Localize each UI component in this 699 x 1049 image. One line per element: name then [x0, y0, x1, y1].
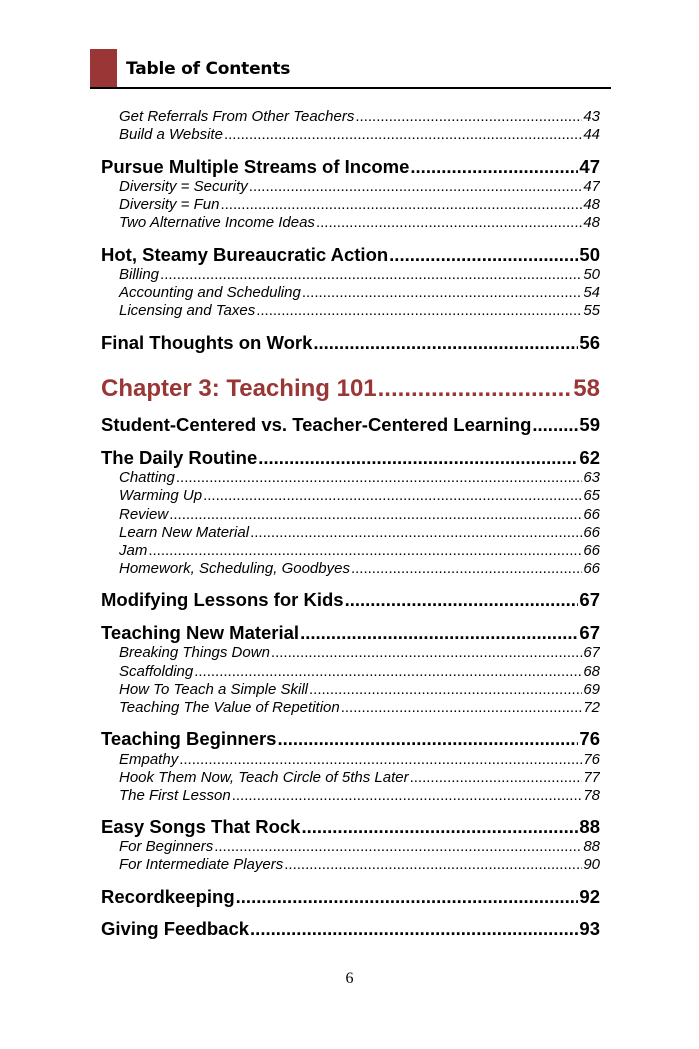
dot-leader — [277, 728, 578, 750]
dot-leader — [214, 838, 582, 856]
toc-subentry[interactable] — [101, 524, 600, 542]
toc-entry-page: 59 — [579, 414, 600, 435]
toc-subentry[interactable] — [101, 681, 600, 699]
toc-entry-page: 76 — [583, 751, 600, 768]
toc-subentry[interactable] — [101, 838, 600, 856]
toc-entry-page: 47 — [583, 178, 600, 195]
toc-subentry[interactable] — [101, 751, 600, 769]
toc-entry-title: Recordkeeping — [101, 886, 235, 907]
dot-leader — [176, 469, 582, 487]
toc-entry-page: 92 — [579, 886, 600, 907]
dot-leader — [160, 266, 582, 284]
toc-entry-title: Scaffolding — [119, 663, 194, 680]
toc-section[interactable] — [101, 622, 600, 644]
toc-section[interactable] — [101, 414, 600, 436]
toc-subentry[interactable] — [101, 506, 600, 524]
toc-subentry[interactable] — [101, 699, 600, 717]
toc-subentry[interactable] — [101, 769, 600, 787]
toc-subentry[interactable] — [101, 787, 600, 805]
toc-subentry[interactable] — [101, 560, 600, 578]
toc-entry-page: 56 — [579, 332, 600, 353]
toc-entry-page: 72 — [583, 699, 600, 716]
dot-leader — [256, 302, 582, 320]
toc-entry-title: For Intermediate Players — [119, 856, 284, 873]
toc-entry-page: 65 — [583, 487, 600, 504]
toc-entry-page: 76 — [579, 728, 600, 749]
toc-entry-page: 69 — [583, 681, 600, 698]
toc-subentry[interactable] — [101, 196, 600, 214]
dot-leader — [232, 787, 583, 805]
toc-entry-page: 63 — [583, 469, 600, 486]
page-header — [90, 49, 611, 89]
toc-entry-title: Student-Centered vs. Teacher-Centered Learning — [101, 414, 532, 435]
toc-subentry[interactable] — [101, 284, 600, 302]
page-title: Table of Contents — [126, 59, 291, 79]
toc-entry-title: Homework, Scheduling, Goodbyes — [119, 560, 350, 577]
toc-entry-title: Hook Them Now, Teach Circle of 5ths Later — [119, 769, 409, 786]
toc-section[interactable] — [101, 886, 600, 908]
dot-leader — [284, 856, 582, 874]
toc-subentry[interactable] — [101, 856, 600, 874]
toc-entry-title: Easy Songs That Rock — [101, 816, 301, 837]
dot-leader — [224, 126, 582, 144]
toc-section[interactable] — [101, 156, 600, 178]
dot-leader — [309, 681, 582, 699]
toc-subentry[interactable] — [101, 266, 600, 284]
toc-entry-title: Accounting and Scheduling — [119, 284, 301, 301]
dot-leader — [351, 560, 582, 578]
toc-subentry[interactable] — [101, 178, 600, 196]
toc-entry-page: 66 — [583, 506, 600, 523]
dot-leader — [300, 622, 578, 644]
header-accent-bar — [90, 49, 117, 89]
dot-leader — [220, 196, 582, 214]
toc-entry-page: 90 — [583, 856, 600, 873]
toc-entry-page: 67 — [579, 622, 600, 643]
toc-entry-title: For Beginners — [119, 838, 214, 855]
dot-leader — [258, 447, 578, 469]
dot-leader — [378, 374, 573, 404]
toc-entry-title: Modifying Lessons for Kids — [101, 589, 344, 610]
toc-subentry[interactable] — [101, 469, 600, 487]
toc-entry-page: 93 — [579, 918, 600, 939]
dot-leader — [355, 108, 582, 126]
toc-subentry[interactable] — [101, 108, 600, 126]
toc-subentry[interactable] — [101, 663, 600, 681]
toc-entry-page: 43 — [583, 108, 600, 125]
toc-entry-page: 62 — [579, 447, 600, 468]
toc-entry-title: The Daily Routine — [101, 447, 258, 468]
toc-entry-page: 55 — [583, 302, 600, 319]
dot-leader — [179, 751, 582, 769]
toc-entry-title: Chatting — [119, 469, 175, 486]
toc-entry-title: Empathy — [119, 751, 179, 768]
dot-leader — [271, 644, 582, 662]
toc-entry-page: 66 — [583, 560, 600, 577]
toc-subentry[interactable] — [101, 214, 600, 232]
dot-leader — [410, 156, 578, 178]
toc-entry-title: How To Teach a Simple Skill — [119, 681, 308, 698]
toc-section[interactable] — [101, 332, 600, 354]
toc-entry-title: Breaking Things Down — [119, 644, 270, 661]
toc-entry-title: Diversity = Security — [119, 178, 248, 195]
dot-leader — [301, 816, 578, 838]
dot-leader — [250, 524, 582, 542]
toc-entry-title: Licensing and Taxes — [119, 302, 256, 319]
toc-entry-page: 77 — [583, 769, 600, 786]
toc-entry-title: Teaching The Value of Repetition — [119, 699, 340, 716]
dot-leader — [250, 918, 578, 940]
dot-leader — [410, 769, 583, 787]
dot-leader — [532, 414, 578, 436]
header-rule — [90, 87, 611, 89]
toc-entry-title: Build a Website — [119, 126, 223, 143]
toc-entry-title: Get Referrals From Other Teachers — [119, 108, 355, 125]
toc-section[interactable] — [101, 918, 600, 940]
dot-leader — [169, 506, 582, 524]
toc-section[interactable] — [101, 816, 600, 838]
toc-chapter[interactable] — [101, 374, 600, 404]
toc-entry-page: 67 — [583, 644, 600, 661]
toc-section[interactable] — [101, 728, 600, 750]
toc-section[interactable] — [101, 244, 600, 266]
dot-leader — [302, 284, 583, 302]
toc-entry-page: 50 — [583, 266, 600, 283]
toc-entry-page: 67 — [579, 589, 600, 610]
toc-entry-title: Teaching Beginners — [101, 728, 277, 749]
toc-entry-title: Warming Up — [119, 487, 203, 504]
toc-entry-title: Jam — [119, 542, 148, 559]
toc-entry-title: Review — [119, 506, 169, 523]
toc-subentry[interactable] — [101, 487, 600, 505]
toc-entry-title: Hot, Steamy Bureaucratic Action — [101, 244, 389, 265]
dot-leader — [236, 886, 579, 908]
toc-entry-page: 66 — [583, 524, 600, 541]
toc-entry-title: Billing — [119, 266, 160, 283]
toc-entry-page: 48 — [583, 214, 600, 231]
toc-subentry[interactable] — [101, 126, 600, 144]
dot-leader — [316, 214, 582, 232]
toc-entry-page: 78 — [583, 787, 600, 804]
dot-leader — [389, 244, 578, 266]
toc-subentry[interactable] — [101, 542, 600, 560]
toc-entry-page: 47 — [579, 156, 600, 177]
toc-entry-page: 50 — [579, 244, 600, 265]
dot-leader — [345, 589, 579, 611]
toc-entry-page: 48 — [583, 196, 600, 213]
toc-entry-page: 44 — [583, 126, 600, 143]
toc-entry-title: Giving Feedback — [101, 918, 250, 939]
toc-subentry[interactable] — [101, 302, 600, 320]
toc-entry-title: Teaching New Material — [101, 622, 300, 643]
toc-entry-title: Diversity = Fun — [119, 196, 220, 213]
toc-entry-title: Pursue Multiple Streams of Income — [101, 156, 410, 177]
toc-entry-page: 66 — [583, 542, 600, 559]
dot-leader — [313, 332, 578, 354]
toc-entry-title: Learn New Material — [119, 524, 250, 541]
toc-entry-page: 68 — [583, 663, 600, 680]
toc-entry-page: 58 — [573, 375, 600, 402]
dot-leader — [341, 699, 583, 717]
toc-entry-title: Chapter 3: Teaching 101 — [101, 375, 377, 402]
page-number: 6 — [345, 970, 354, 987]
toc-entry-title: Final Thoughts on Work — [101, 332, 313, 353]
dot-leader — [148, 542, 582, 560]
toc-entry-page: 88 — [579, 816, 600, 837]
dot-leader — [194, 663, 582, 681]
dot-leader — [203, 487, 582, 505]
dot-leader — [249, 178, 583, 196]
toc-entry-title: Two Alternative Income Ideas — [119, 214, 315, 231]
toc-subentry[interactable] — [101, 644, 600, 662]
toc-entry-page: 88 — [583, 838, 600, 855]
toc-section[interactable] — [101, 589, 600, 611]
toc-entry-title: The First Lesson — [119, 787, 231, 804]
toc-section[interactable] — [101, 447, 600, 469]
toc-entry-page: 54 — [583, 284, 600, 301]
